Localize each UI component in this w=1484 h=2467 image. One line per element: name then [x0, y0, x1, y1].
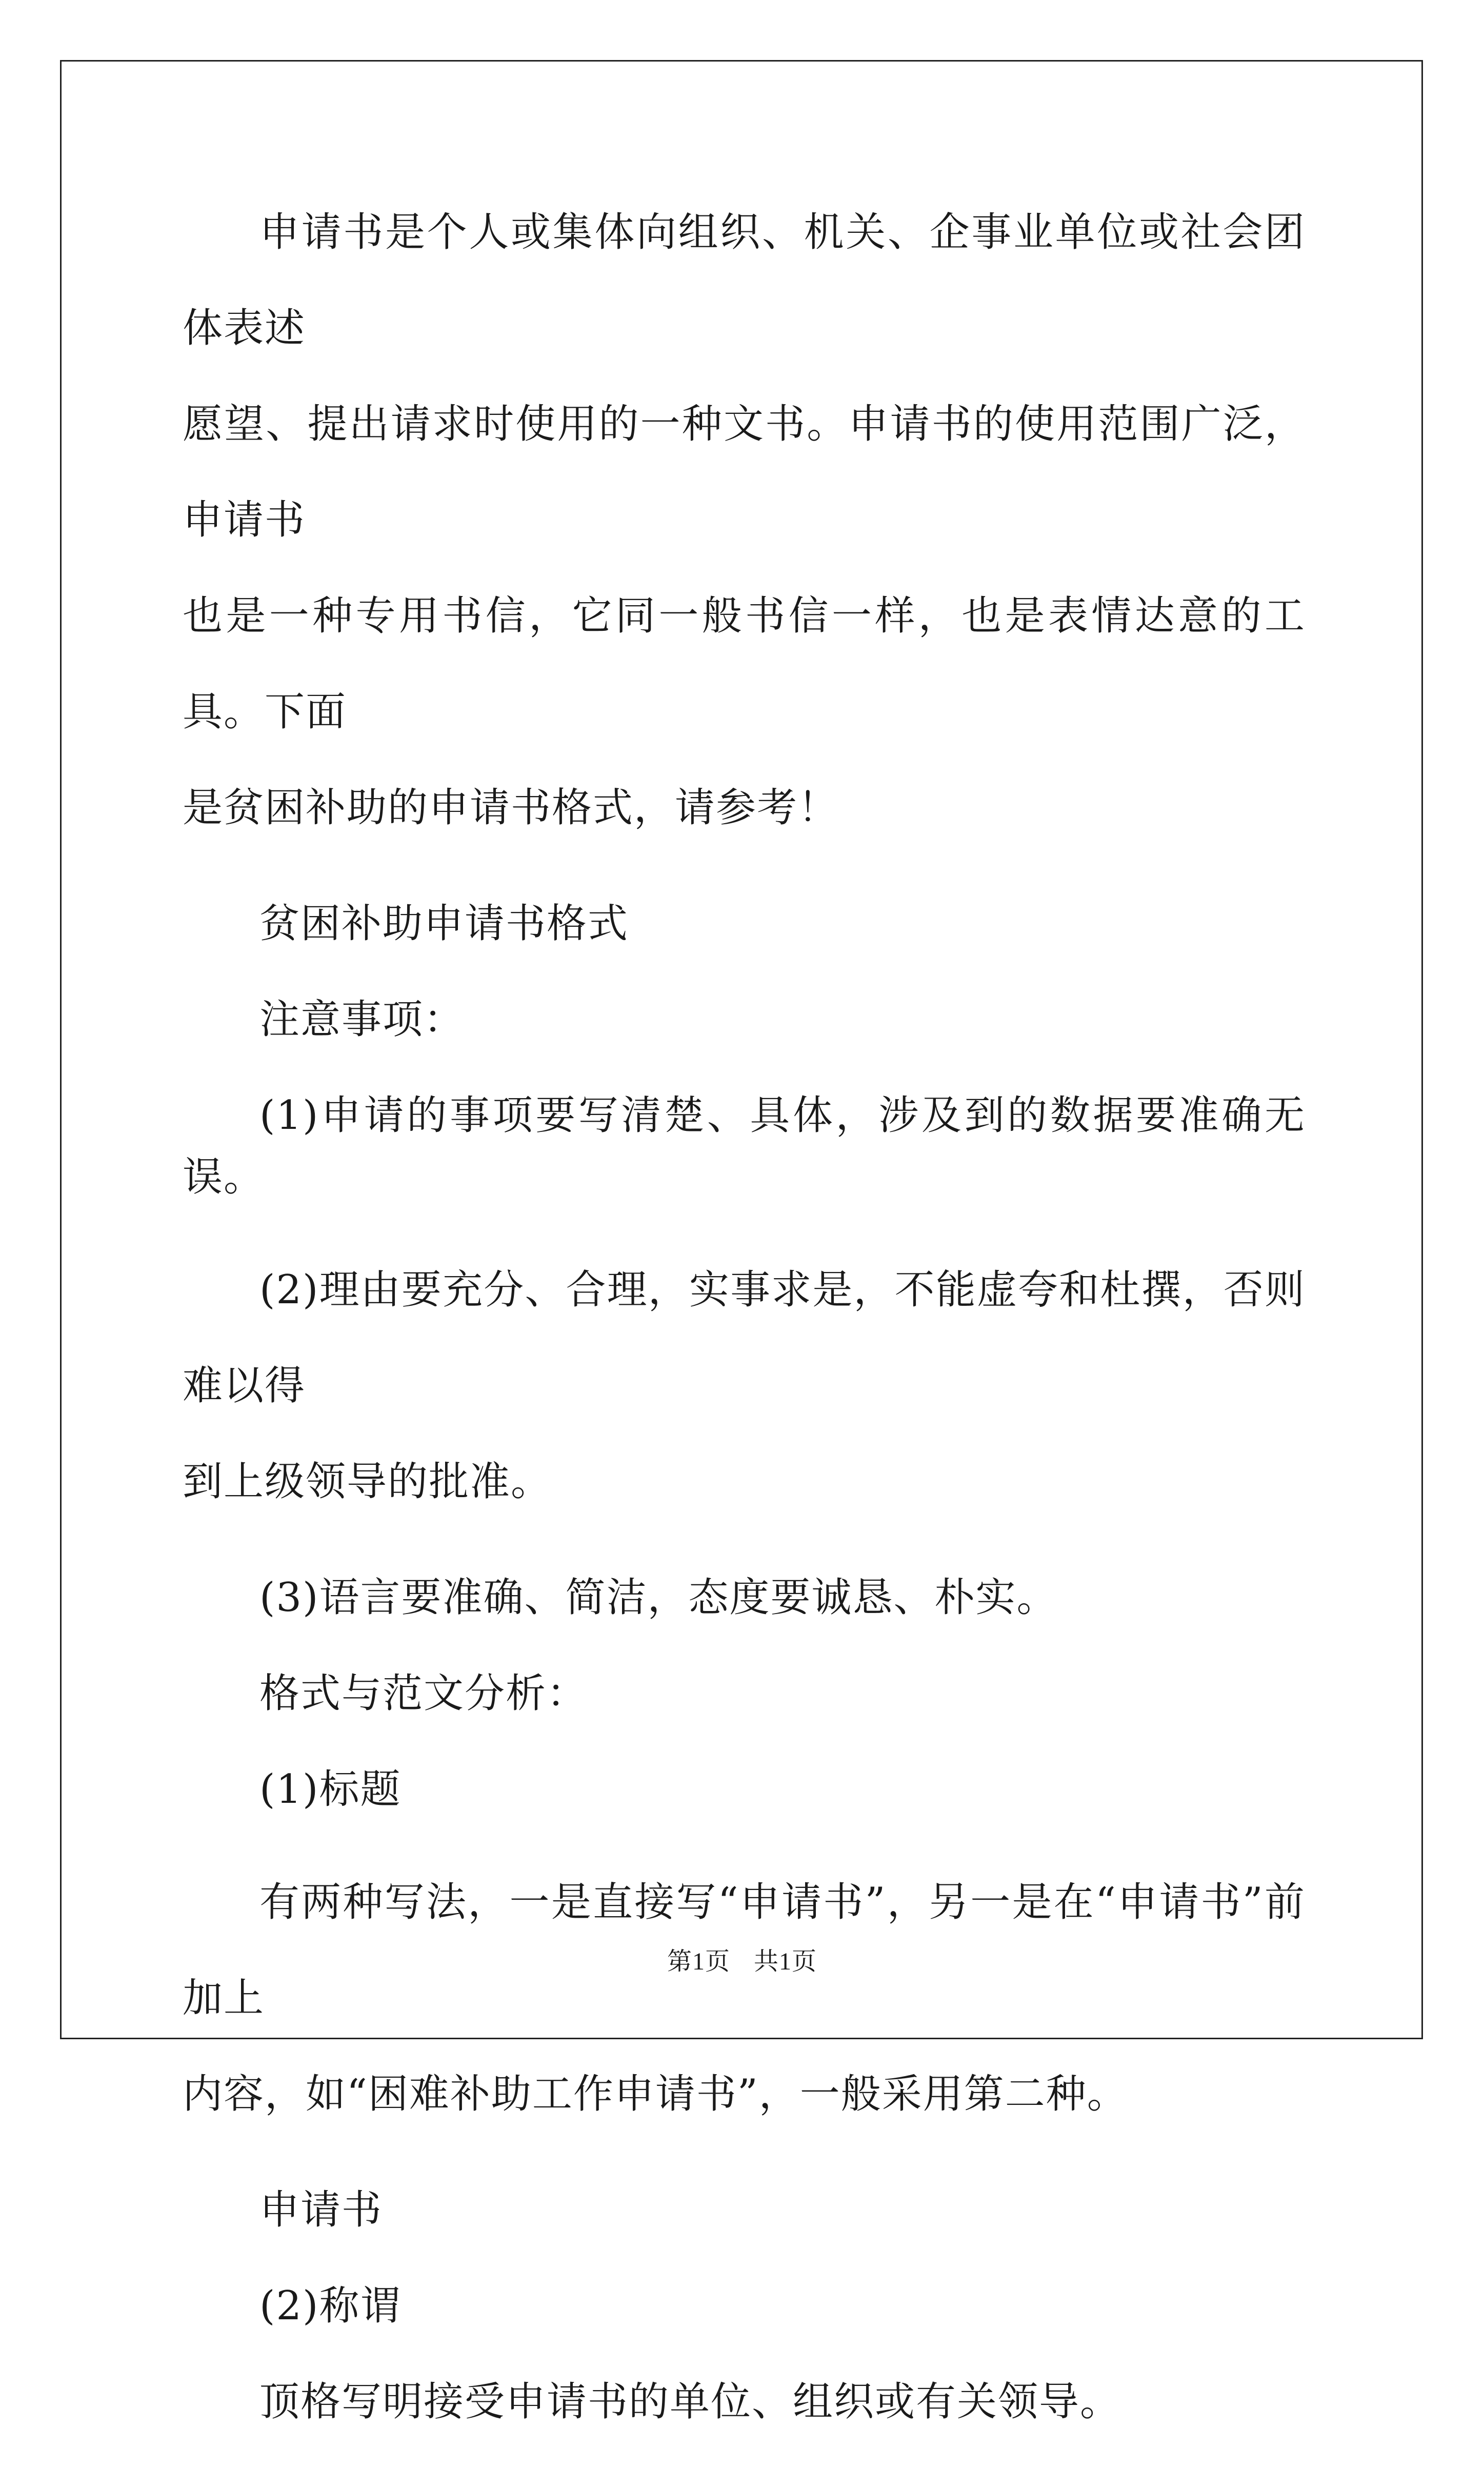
- paragraph-line: 申请书: [259, 2187, 383, 2233]
- note-item-1: [183, 1085, 1306, 1208]
- paragraph-line: (2)理由要充分、合理，实事求是，不能虚夸和杜撰，否则难以得: [183, 1267, 1306, 1409]
- salutation-description: [183, 2371, 1306, 2433]
- document-body: [183, 185, 1306, 2467]
- paragraph-intro: [183, 185, 1306, 856]
- paragraph-line: (3)语言要准确、简洁，态度要诚恳、朴实。: [259, 1575, 1058, 1621]
- format-heading: [183, 1663, 1306, 1724]
- heading-text: 贫困补助申请书格式: [259, 901, 629, 947]
- notes-heading: [183, 989, 1306, 1050]
- paragraph-line: 顶格写明接受申请书的单位、组织或有关领导。: [259, 2379, 1121, 2425]
- format-item-title: [183, 1759, 1306, 1820]
- note-item-3: [183, 1567, 1306, 1628]
- paragraph-line: (1)申请的事项要写清楚、具体，涉及到的数据要准确无误。: [183, 1092, 1306, 1200]
- page-number: 第1页: [667, 1948, 730, 1975]
- example-title: [183, 2179, 1306, 2241]
- paragraph-line: 有两种写法，一是直接写“申请书”，另一是在“申请书”前加上: [183, 1879, 1306, 2021]
- paragraph-line: (1)标题: [259, 1766, 402, 1813]
- paragraph-line: 是贫困补助的申请书格式，请参考！: [183, 785, 839, 831]
- paragraph-line: 到上级领导的批准。: [183, 1459, 552, 1505]
- page-footer: [0, 1941, 1484, 1977]
- paragraph-line: (2)称谓: [259, 2283, 402, 2329]
- heading-text: 格式与范文分析：: [259, 1670, 588, 1717]
- page-total: 共1页: [754, 1948, 817, 1975]
- format-item-salutation: [183, 2275, 1306, 2337]
- paragraph-line: 内容，如“困难补助工作申请书”，一般采用第二种。: [183, 2071, 1128, 2117]
- note-item-2: [183, 1242, 1306, 1530]
- paragraph-line: 也是一种专用书信，它同一般书信一样，也是表情达意的工具。下面: [183, 593, 1306, 735]
- paragraph-line: 愿望、提出请求时使用的一种文书。申请书的使用范围广泛，申请书: [183, 401, 1306, 543]
- heading-text: 注意事项：: [259, 997, 465, 1043]
- section-heading: [183, 893, 1306, 954]
- paragraph-line: 申请书是个人或集体向组织、机关、企事业单位或社会团体表述: [183, 209, 1306, 351]
